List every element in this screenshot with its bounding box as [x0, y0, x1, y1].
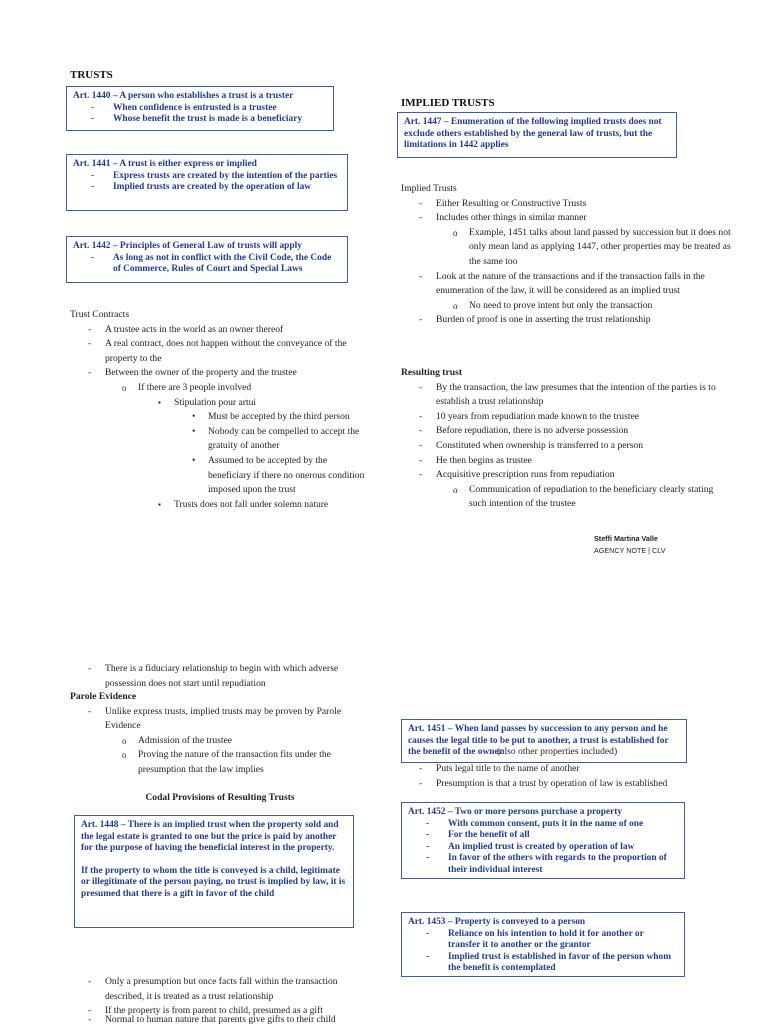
list-item: - He then begins as trustee: [401, 454, 731, 469]
page-title: TRUSTS: [70, 69, 113, 81]
list-item: - Burden of proof is one in asserting the trust relationship: [401, 313, 731, 328]
art-1441-item: - Express trusts are created by the intention of the parties: [73, 171, 341, 183]
list-item: • Assumed to be accepted by the beneficiary if there no onerous condition imposed upon the trust: [70, 454, 370, 498]
list-item: o Example, 1451 talks about land passed by succession but it does not only mean land as applying 1447, other properties may be treated as the same too: [401, 226, 731, 270]
agency-note: AGENCY NOTE | CLV: [594, 546, 666, 555]
list-item: - There is a fiduciary relationship to begin with which adverse possession does not start until repudiation: [70, 662, 370, 691]
trust-contracts-section: [70, 308, 370, 512]
resulting-trust-heading: Resulting trust: [401, 367, 463, 378]
art-1440-item: - Whose benefit the trust is made is a beneficiary: [73, 114, 327, 126]
art-1440-box: [66, 86, 334, 131]
list-item: - Includes other things in similar manner: [401, 211, 731, 226]
art-1452-item: - In favor of the others with regards to the proportion of their individual interest: [408, 853, 678, 876]
list-item: • Nobody can be compelled to accept the gratuity of another: [70, 425, 370, 454]
list-item: - A trustee acts in the world as an owner thereof: [70, 323, 370, 338]
list-item: - Either Resulting or Constructive Trusts: [401, 197, 731, 212]
list-item: - If the property is from parent to child, presumed as a gift: [70, 1004, 370, 1019]
art-1452-item: - An implied trust is created by operation of law: [408, 842, 678, 854]
implied-trusts-title: IMPLIED TRUSTS: [401, 97, 495, 109]
art-1452-item: - With common consent, puts it in the name of one: [408, 819, 678, 831]
parole-evidence-section: [70, 690, 370, 778]
art-1441-box: [66, 154, 348, 211]
list-item: - Between the owner of the property and the trustee: [70, 366, 370, 381]
art-1441-title: Art. 1441 – A trust is either express or implied: [73, 159, 257, 169]
art-1451-overlap-note: (also other properties included): [497, 746, 618, 757]
art-1447-title: Art. 1447 – Enumeration of the following implied trusts does not exclude others established by the general law of trusts, but the limitations in 1442 applies: [404, 117, 662, 151]
list-item: - 10 years from repudiation made known to the trustee: [401, 410, 731, 425]
art-1448-p1: Art. 1448 – There is an implied trust when the property sold and the legal estate is granted to one but the price is paid by another for the purpose of having the beneficial interest in the property.: [81, 820, 339, 854]
implied-trusts-heading: Implied Trusts: [401, 183, 457, 194]
art-1451-notes: [401, 762, 731, 791]
list-item: • Must be accepted by the third person: [70, 410, 370, 425]
list-item: o Communication of repudiation to the beneficiary clearly stating such intention of the trustee: [401, 483, 731, 512]
list-item: - Before repudiation, there is no adverse possession: [401, 424, 731, 439]
art-1448-p2: If the property to whom the title is conveyed is a child, legitimate or illegitimate of the person paying, no trust is implied by law, it is presumed that there is a gift in favor of the child: [81, 865, 346, 899]
list-item: o No need to prove intent but only the transaction: [401, 299, 731, 314]
art-1447-box: [397, 112, 677, 158]
art-1452-item: - For the benefit of all: [408, 830, 678, 842]
list-item: - Presumption is that a trust by operation of law is established: [401, 777, 731, 792]
art-1441-item: - Implied trusts are created by the operation of law: [73, 182, 341, 194]
art-1442-title: Art. 1442 – Principles of General Law of trusts will apply: [73, 241, 302, 251]
list-item: - Only a presumption but once facts fall within the transaction described, it is treated as a trust relationship: [70, 975, 370, 1004]
art-1451-title: Art. 1451 – When land passes by succession to any person and he causes the legal title to be put to another, a trust is established for the benefit of the owner: [408, 724, 669, 758]
list-item: - By the transaction, the law presumes that the intention of the parties is to establish a trust relationship: [401, 381, 731, 410]
bottom-notes: [70, 975, 370, 1027]
list-item: o Proving the nature of the transaction fits under the presumption that the law implies: [70, 748, 370, 777]
list-item: - Acquisitive prescription runs from repudiation: [401, 468, 731, 483]
list-item: ▪ Stipulation pour artui: [70, 396, 370, 411]
fiduciary-note: [70, 662, 370, 691]
art-1453-box: [401, 912, 685, 977]
resulting-trust-section: [401, 366, 731, 512]
list-item: - Constituted when ownership is transferred to a person: [401, 439, 731, 454]
implied-trusts-section: [401, 182, 731, 328]
art-1452-title: Art. 1452 – Two or more persons purchase a property: [408, 807, 623, 817]
list-item: - Puts legal title to the name of another: [401, 762, 731, 777]
art-1442-item: - As long as not in conflict with the Civil Code, the Code of Commerce, Rules of Court and Special Laws: [73, 253, 341, 276]
list-item: - Normal to human nature that parents give gifts to their child: [70, 1013, 370, 1027]
trust-contracts-heading: Trust Contracts: [70, 309, 130, 320]
art-1440-title: Art. 1440 – A person who establishes a trust is a truster: [73, 91, 294, 101]
codal-provisions-heading: Codal Provisions of Resulting Trusts: [145, 792, 295, 803]
list-item: o Admission of the trustee: [70, 734, 370, 749]
art-1453-item: - Implied trust is established in favor of the person whom the benefit is contemplated: [408, 952, 678, 975]
list-item: - Unlike express trusts, implied trusts may be proven by Parole Evidence: [70, 705, 370, 734]
author-name: Steffi Martina Valle: [594, 534, 658, 543]
art-1453-title: Art. 1453 – Property is conveyed to a person: [408, 917, 586, 927]
art-1453-item: - Reliance on his intention to hold it for another or transfer it to another or the grantor: [408, 929, 678, 952]
list-item: ▪ Trusts does not fall under solemn nature: [70, 498, 370, 513]
list-item: - A real contract, does not happen without the conveyance of the property to the: [70, 337, 370, 366]
art-1451-box: [401, 719, 687, 763]
art-1452-box: [401, 802, 685, 879]
art-1448-box: [74, 815, 354, 928]
list-item: o If there are 3 people involved: [70, 381, 370, 396]
art-1442-box: [66, 236, 348, 283]
art-1440-item: - When confidence is entrusted is a trustee: [73, 103, 327, 115]
list-item: - Look at the nature of the transactions and if the transaction falls in the enumeration of the law, it will be considered as an implied trust: [401, 270, 731, 299]
parole-evidence-heading: Parole Evidence: [70, 691, 137, 702]
